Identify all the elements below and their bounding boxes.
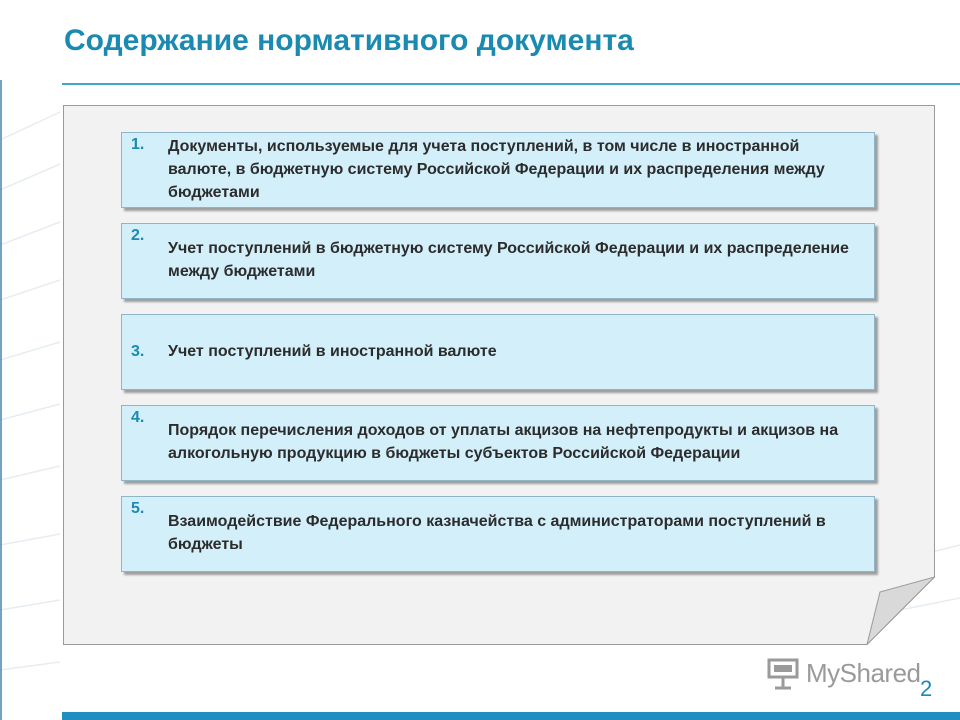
item-number: 1. — [131, 136, 145, 153]
list-item-5[interactable] — [121, 496, 875, 572]
item-text: Порядок перечисления доходов от уплаты акцизов на нефтепродукты и акцизов на алкогольную продукцию в бюджеты субъектов Российской Федерации — [168, 422, 839, 462]
list-item-1[interactable] — [121, 132, 875, 208]
item-text: Учет поступлений в иностранной валюте — [168, 342, 497, 360]
watermark — [766, 656, 921, 690]
item-number: 3. — [131, 342, 145, 360]
item-number: 4. — [131, 409, 145, 426]
title-divider — [62, 83, 960, 85]
page-title: Содержание нормативного документа — [64, 24, 634, 57]
list-item-2[interactable] — [121, 223, 875, 299]
watermark-brand: MyShared — [806, 657, 921, 688]
bottom-bar — [62, 712, 960, 720]
item-number: 2. — [131, 227, 145, 244]
item-text: Взаимодействие Федерального казначейства с администраторами поступлений в бюджеты — [168, 513, 826, 553]
left-edge-line — [0, 80, 2, 720]
item-text: Документы, используемые для учета поступлений, в том числе в иностранной валюте, в бюджетную систему Российской Федерации и их распределения между бюджетами — [168, 137, 825, 201]
presentation-icon — [766, 656, 800, 690]
page-number: 2 — [920, 676, 933, 701]
list-item-4[interactable] — [121, 405, 875, 481]
list-item-3[interactable] — [121, 314, 875, 390]
item-number: 5. — [131, 500, 145, 517]
item-text: Учет поступлений в бюджетную систему Российской Федерации и их распределение между бюджетами — [168, 240, 849, 280]
